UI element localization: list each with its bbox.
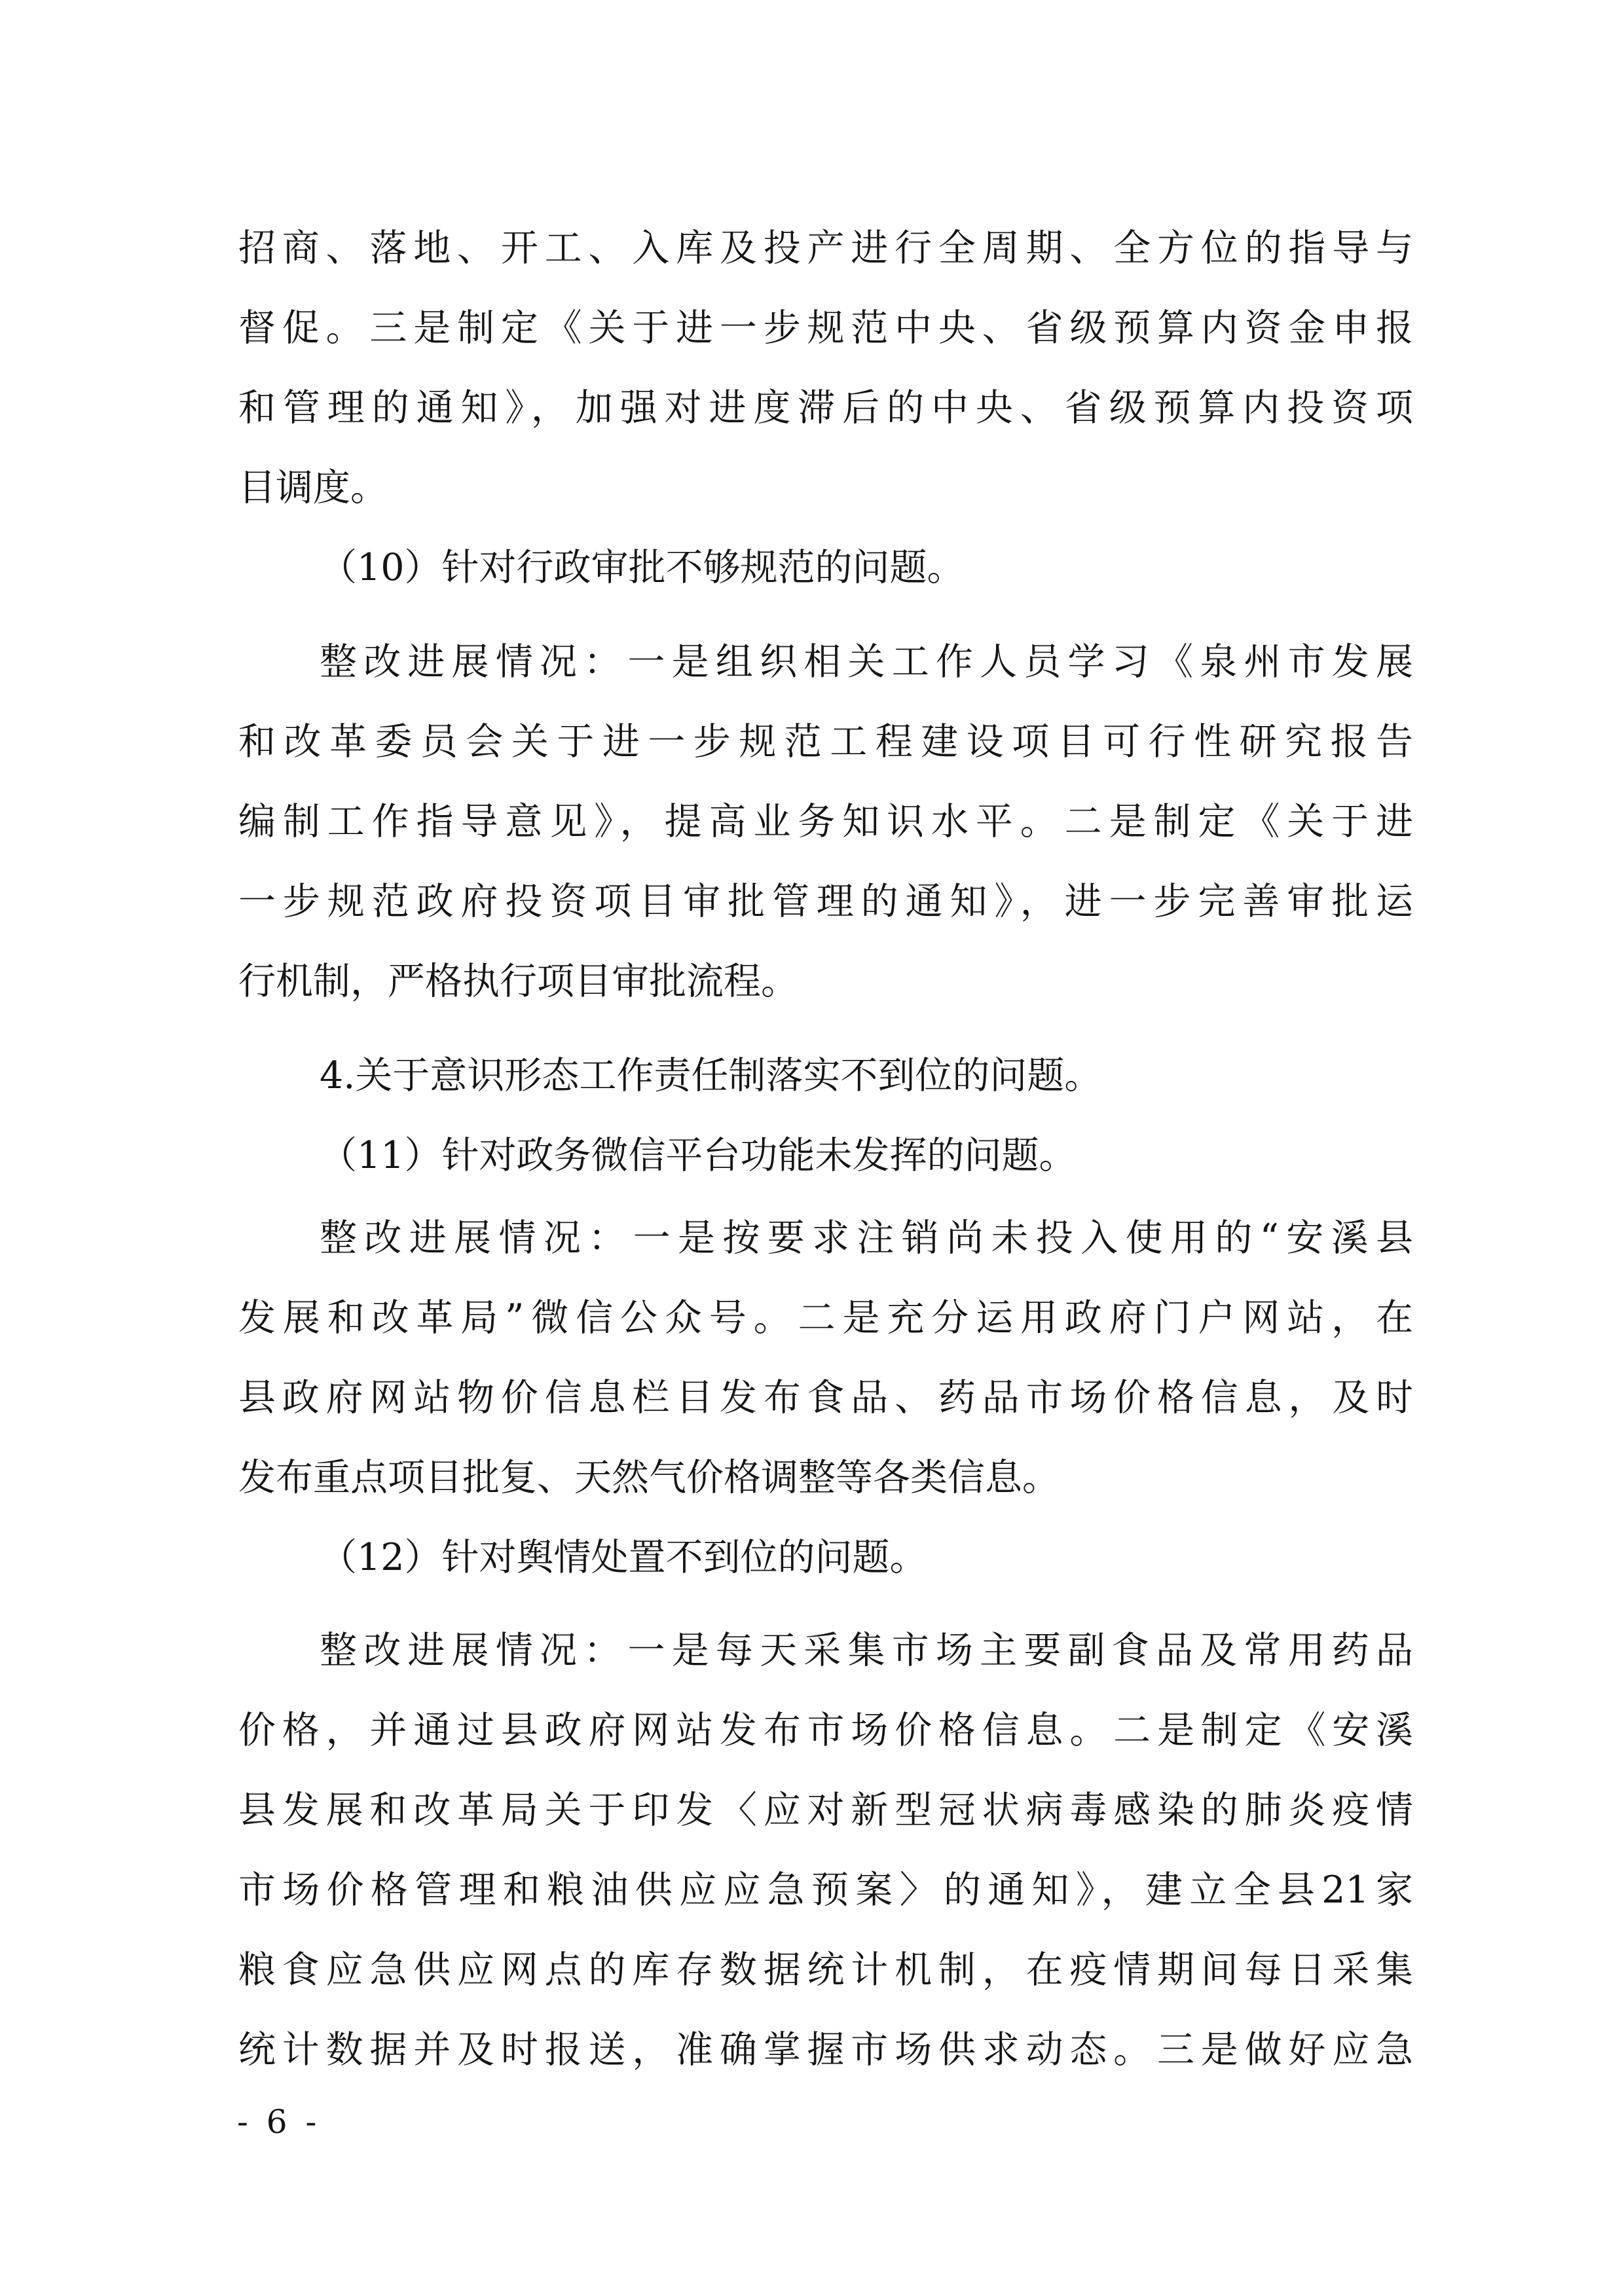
section-heading: （10）针对行政审批不够规范的问题。 xyxy=(320,546,965,589)
body-text-line: 整改进展情况：一是每天采集市场主要副食品及常用药品 xyxy=(320,1629,1413,1672)
body-text-line: 统计数据并及时报送，准确掌握市场供求动态。三是做好应急 xyxy=(238,2028,1413,2071)
page-number: - 6 - xyxy=(237,2103,321,2141)
body-text-line: 发展和改革局”微信公众号。二是充分运用政府门户网站，在 xyxy=(238,1296,1413,1339)
body-text-line: 行机制，严格执行项目审批流程。 xyxy=(238,960,798,1003)
body-text-line: 县政府网站物价信息栏目发布食品、药品市场价格信息，及时 xyxy=(238,1376,1413,1419)
body-text-line: 价格，并通过县政府网站发布市场价格信息。二是制定《安溪 xyxy=(238,1709,1413,1752)
body-text-line: 整改进展情况：一是按要求注销尚未投入使用的“安溪县 xyxy=(320,1216,1413,1260)
body-text-line: 粮食应急供应网点的库存数据统计机制，在疫情期间每日采集 xyxy=(238,1948,1413,1992)
section-heading: （12）针对舆情处置不到位的问题。 xyxy=(320,1536,927,1579)
body-text-line: 督促。三是制定《关于进一步规范中央、省级预算内资金申报 xyxy=(238,306,1413,350)
body-text-line: 市场价格管理和粮油供应应急预案〉的通知》，建立全县21家 xyxy=(238,1868,1413,1912)
body-text-line: 编制工作指导意见》，提高业务知识水平。二是制定《关于进 xyxy=(238,800,1413,843)
body-text-line: 一步规范政府投资项目审批管理的通知》，进一步完善审批运 xyxy=(238,880,1413,923)
body-text-line: 招商、落地、开工、入库及投产进行全周期、全方位的指导与 xyxy=(238,227,1413,270)
body-text-line: 整改进展情况：一是组织相关工作人员学习《泉州市发展 xyxy=(320,640,1413,683)
body-text-line: 发布重点项目批复、天然气价格调整等各类信息。 xyxy=(238,1456,1060,1499)
section-heading: （11）针对政务微信平台功能未发挥的问题。 xyxy=(320,1134,1077,1177)
body-text-line: 和改革委员会关于进一步规范工程建设项目可行性研究报告 xyxy=(238,720,1413,763)
section-heading: 4.关于意识形态工作责任制落实不到位的问题。 xyxy=(320,1054,1102,1097)
body-text-line: 县发展和改革局关于印发〈应对新型冠状病毒感染的肺炎疫情 xyxy=(238,1789,1413,1832)
body-text-line: 和管理的通知》，加强对进度滞后的中央、省级预算内投资项 xyxy=(238,386,1413,429)
body-text-line: 目调度。 xyxy=(238,466,388,509)
